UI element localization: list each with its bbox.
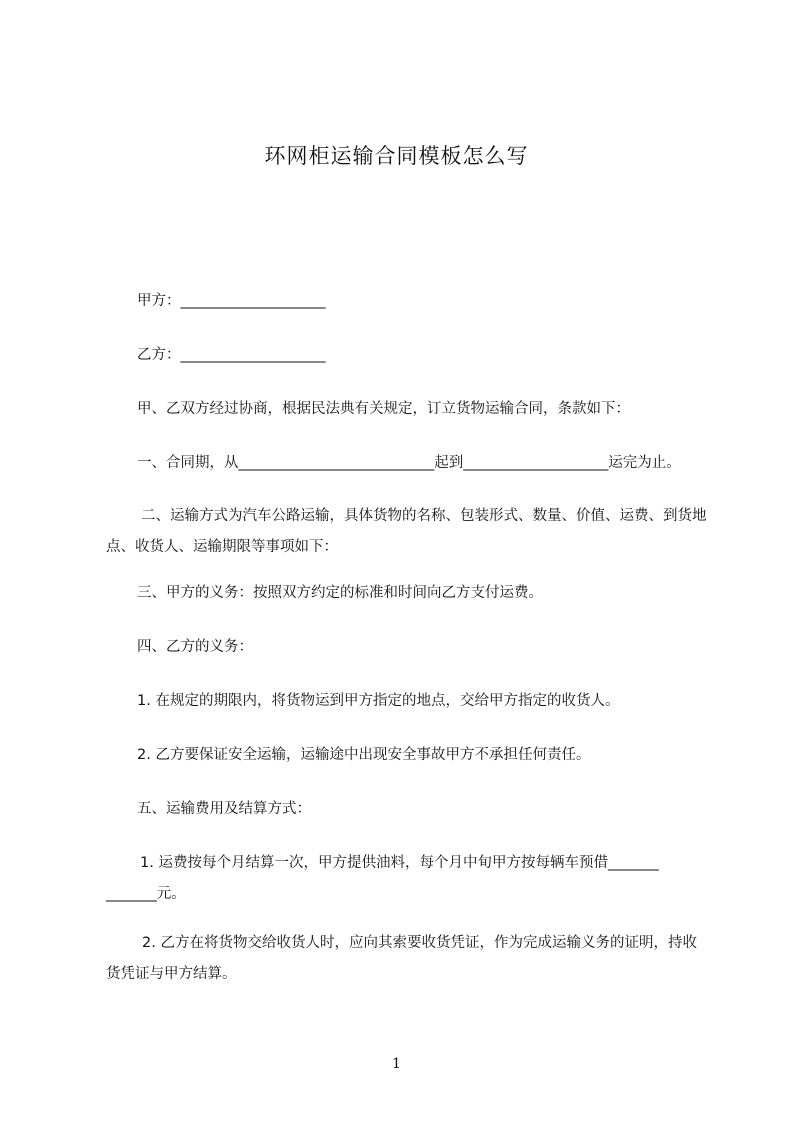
clause-1-contract-period: 一、合同期，从___________________________起到____________________运完为止。 [137, 455, 681, 471]
clause-2-transport-method: 二、运输方式为汽车公路运输，具体货物的名称、包装形式、数量、价值、运费、到货地点、收货人、运输期限等事项如下： [106, 508, 707, 555]
clause-3-party-a-duties: 三、甲方的义务：按照双方约定的标准和时间向乙方支付运费。 [137, 585, 543, 601]
clause-5-fees-heading: 五、运输费用及结算方式： [137, 801, 311, 817]
clause-4-item-2: 2. 乙方要保证安全运输，运输途中出现安全事故甲方不承担任何责任。 [137, 747, 591, 763]
party-b-line: 乙方：____________________ [137, 347, 326, 363]
clause-4-party-b-duties-heading: 四、乙方的义务： [137, 639, 253, 655]
preamble-paragraph: 甲、乙双方经过协商，根据民法典有关规定，订立货物运输合同，条款如下： [137, 401, 630, 417]
clause-5-item-2: 2. 乙方在将货物交给收货人时，应向其索要收货凭证，作为完成运输义务的证明，持收货凭证与甲方结算。 [106, 935, 697, 982]
clause-4-item-1: 1. 在规定的期限内，将货物运到甲方指定的地点，交给甲方指定的收货人。 [137, 693, 620, 709]
page-number: 1 [392, 1056, 401, 1072]
document-title: 环网柜运输合同模板怎么写 [264, 144, 529, 168]
clause-5-item-1: 1. 运费按每个月结算一次，甲方提供油料，每个月中旬甲方按每辆车预借_______ _______元。 [106, 855, 659, 902]
party-a-line: 甲方：____________________ [137, 293, 326, 309]
